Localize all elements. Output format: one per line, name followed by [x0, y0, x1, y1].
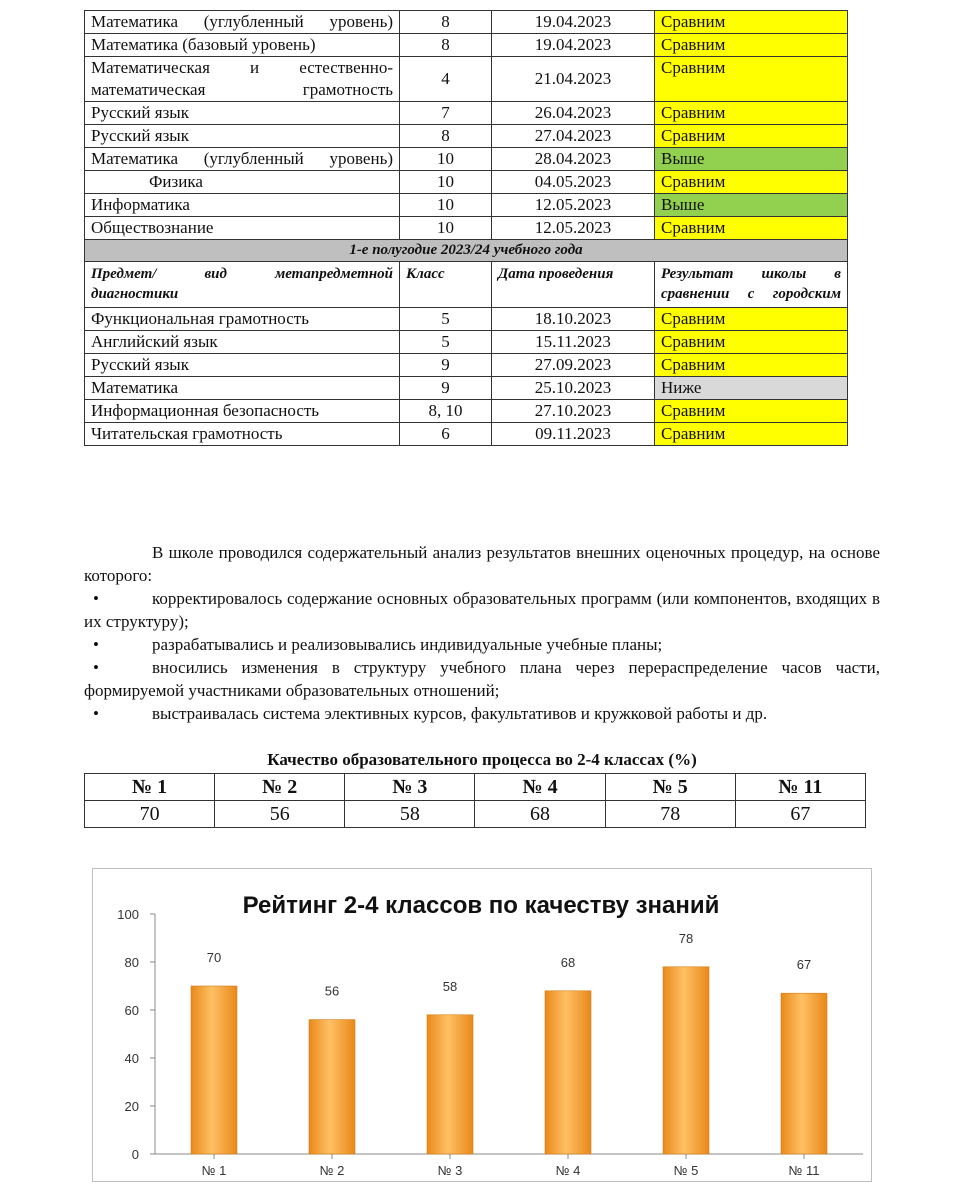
- row-date: 04.05.2023: [492, 171, 655, 194]
- header-result-text: Результат школы в сравнении с городским: [661, 266, 841, 302]
- quality-header-cell: № 1: [85, 774, 215, 801]
- table-row: [85, 400, 848, 423]
- row-date: 19.04.2023: [492, 11, 655, 34]
- header-row: [85, 262, 848, 308]
- row-date: 15.11.2023: [492, 331, 655, 354]
- row-subject: Информатика: [85, 194, 400, 217]
- bullet-mark: •: [93, 704, 99, 723]
- bar-data-label: 78: [678, 930, 694, 946]
- row-class: 10: [400, 148, 492, 171]
- quality-value-cell: 78: [605, 801, 735, 828]
- chart-svg: [93, 869, 871, 1181]
- header-class: Класс: [400, 262, 492, 308]
- row-date: 27.04.2023: [492, 125, 655, 148]
- table-row: [85, 171, 848, 194]
- bar: [191, 986, 237, 1154]
- row-class: 7: [400, 102, 492, 125]
- table-row: [85, 102, 848, 125]
- row-subject: Русский язык: [85, 354, 400, 377]
- row-date: 19.04.2023: [492, 34, 655, 57]
- row-subject: Функциональная грамотность: [85, 308, 400, 331]
- row-result: Сравним: [655, 102, 848, 125]
- y-tick-label: 0: [131, 1147, 139, 1162]
- row-class: 5: [400, 308, 492, 331]
- table-row: [85, 217, 848, 240]
- row-result: Сравним: [655, 171, 848, 194]
- y-tick-label: 80: [124, 955, 139, 970]
- bullet-text: вносились изменения в структуру учебного плана через перераспределение часов части, формируемой участниками образовательных отношений;: [84, 658, 880, 700]
- header-date: Дата проведения: [492, 262, 655, 308]
- row-subject: Математика (базовый уровень): [85, 34, 400, 57]
- table-row: [85, 308, 848, 331]
- y-tick-group: [117, 907, 155, 1162]
- row-result: Сравним: [655, 423, 848, 446]
- row-result: Сравним: [655, 57, 848, 102]
- row-class: 8: [400, 11, 492, 34]
- table-row: [85, 194, 848, 217]
- bar: [781, 993, 827, 1154]
- row-date: 18.10.2023: [492, 308, 655, 331]
- category-label: № 3: [437, 1163, 463, 1178]
- row-class: 8: [400, 34, 492, 57]
- quality-table-title: Качество образовательного процесса во 2-4 классах (%): [267, 750, 697, 769]
- quality-value-cell: 58: [345, 801, 475, 828]
- row-subject: Английский язык: [85, 331, 400, 354]
- bar: [309, 1020, 355, 1154]
- category-label: № 2: [319, 1163, 345, 1178]
- data-label-group: [207, 931, 811, 999]
- y-tick-label: 100: [117, 907, 139, 922]
- row-class: 10: [400, 217, 492, 240]
- analysis-bullet-list: [84, 587, 880, 725]
- section-title: 1-е полугодие 2023/24 учебного года: [85, 240, 848, 262]
- bar: [427, 1015, 473, 1154]
- row-result: Сравним: [655, 34, 848, 57]
- row-class: 4: [400, 57, 492, 102]
- row-date: 28.04.2023: [492, 148, 655, 171]
- row-date: 27.09.2023: [492, 354, 655, 377]
- knowledge-rating-chart: [92, 868, 872, 1182]
- row-date: 12.05.2023: [492, 194, 655, 217]
- row-result: Ниже: [655, 377, 848, 400]
- bullet-item: [84, 587, 880, 633]
- y-tick-label: 40: [124, 1051, 139, 1066]
- category-label: № 5: [673, 1163, 699, 1178]
- bar-data-label: 58: [442, 978, 458, 994]
- quality-header-cell: № 3: [345, 774, 475, 801]
- row-subject: Информационная безопасность: [85, 400, 400, 423]
- row-class: 10: [400, 171, 492, 194]
- row-subject: Читательская грамотность: [85, 423, 400, 446]
- row-result: Сравним: [655, 400, 848, 423]
- header-result: [655, 262, 848, 308]
- quality-value-cell: 70: [85, 801, 215, 828]
- row-class: 8: [400, 125, 492, 148]
- row-date: 26.04.2023: [492, 102, 655, 125]
- bullet-item: [84, 633, 880, 656]
- quality-value-cell: 56: [215, 801, 345, 828]
- chart-title: Рейтинг 2-4 классов по качеству знаний: [242, 892, 720, 919]
- bar-group: [191, 967, 827, 1159]
- table-row: [85, 423, 848, 446]
- bullet-item: [84, 656, 880, 702]
- analysis-text: [84, 541, 880, 725]
- row-subject-text: Математическая и естественно-математическая грамотность: [91, 58, 393, 99]
- table-row: [85, 34, 848, 57]
- row-date: 12.05.2023: [492, 217, 655, 240]
- table-row: [85, 125, 848, 148]
- row-date: 09.11.2023: [492, 423, 655, 446]
- quality-value-cell: 67: [735, 801, 865, 828]
- row-class: 8, 10: [400, 400, 492, 423]
- results-table: [84, 10, 848, 446]
- table-row: [85, 354, 848, 377]
- bullet-mark: •: [93, 589, 99, 608]
- results-rows-bottom: [85, 308, 848, 446]
- row-subject: Русский язык: [85, 125, 400, 148]
- row-class: 5: [400, 331, 492, 354]
- row-subject: Обществознание: [85, 217, 400, 240]
- table-row: [85, 148, 848, 171]
- quality-header-cell: № 5: [605, 774, 735, 801]
- results-rows-top: [85, 11, 848, 240]
- row-result: Сравним: [655, 354, 848, 377]
- row-result: Сравним: [655, 11, 848, 34]
- row-subject: Физика: [85, 171, 400, 194]
- bullet-mark: •: [93, 658, 99, 677]
- row-class: 10: [400, 194, 492, 217]
- row-class: 6: [400, 423, 492, 446]
- bar-data-label: 67: [796, 957, 812, 973]
- header-subject: [85, 262, 400, 308]
- row-result: Сравним: [655, 125, 848, 148]
- y-tick-label: 20: [124, 1099, 139, 1114]
- row-date: 27.10.2023: [492, 400, 655, 423]
- row-result: Сравним: [655, 217, 848, 240]
- quality-header-row: [85, 774, 866, 801]
- row-subject: Русский язык: [85, 102, 400, 125]
- bullet-text: разрабатывались и реализовывались индивидуальные учебные планы;: [152, 635, 663, 654]
- row-date: 25.10.2023: [492, 377, 655, 400]
- table-row: [85, 11, 848, 34]
- quality-value-cell: 68: [475, 801, 605, 828]
- bar-data-label: 70: [206, 950, 222, 965]
- row-class: 9: [400, 377, 492, 400]
- row-result: Сравним: [655, 308, 848, 331]
- row-subject-text: Математика (углубленный уровень): [91, 12, 393, 31]
- row-subject-text: Математика (углубленный уровень): [91, 149, 393, 168]
- category-label: № 4: [555, 1163, 581, 1178]
- row-subject: [85, 11, 400, 34]
- category-label-group: [202, 1163, 820, 1178]
- section-row: [85, 240, 848, 262]
- bar: [663, 967, 709, 1154]
- header-subject-text: Предмет/ вид метапредметной диагностики: [91, 266, 393, 302]
- row-date: 21.04.2023: [492, 57, 655, 102]
- category-label: № 1: [201, 1163, 227, 1178]
- row-result: Выше: [655, 194, 848, 217]
- quality-table: [84, 773, 866, 828]
- table-row: [85, 57, 848, 102]
- quality-header-cell: № 2: [215, 774, 345, 801]
- row-result: Сравним: [655, 331, 848, 354]
- bullet-item: [84, 702, 880, 725]
- bar: [545, 991, 591, 1154]
- bar-data-label: 56: [324, 983, 340, 999]
- analysis-intro: В школе проводился содержательный анализ результатов внешних оценочных процедур, на основе которого:: [84, 543, 880, 585]
- row-subject: [85, 57, 400, 102]
- row-subject: [85, 148, 400, 171]
- results-section: [85, 240, 848, 308]
- row-subject: Математика: [85, 377, 400, 400]
- bullet-text: корректировалось содержание основных образовательных программ (или компонентов, входящих в их структуру);: [84, 589, 880, 631]
- quality-header-cell: № 4: [475, 774, 605, 801]
- bullet-mark: •: [93, 635, 99, 654]
- bar-data-label: 68: [560, 954, 576, 970]
- quality-header-cell: № 11: [735, 774, 865, 801]
- table-row: [85, 331, 848, 354]
- table-row: [85, 377, 848, 400]
- bullet-text: выстраивалась система элективных курсов, факультативов и кружковой работы и др.: [152, 704, 768, 723]
- row-class: 9: [400, 354, 492, 377]
- y-tick-label: 60: [124, 1003, 139, 1018]
- category-label: № 11: [788, 1163, 820, 1178]
- row-result: Выше: [655, 148, 848, 171]
- quality-values-row: [85, 801, 866, 828]
